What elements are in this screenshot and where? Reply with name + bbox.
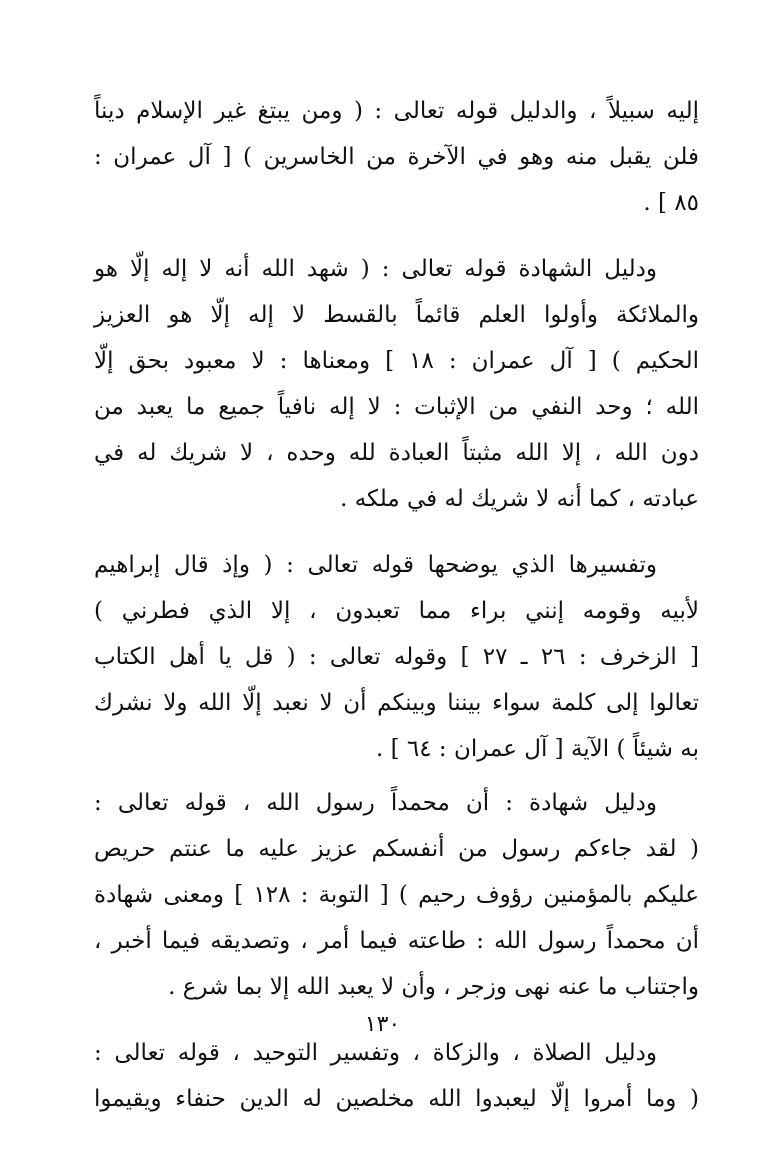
paragraph-shahada-evidence: [94, 246, 699, 522]
text-line: تعالوا إلى كلمة سواء بيننا وبينكم أن لا نعبد إلّا الله ولا نشرك: [94, 690, 699, 716]
text-line: دون الله ، إلا الله مثبتاً العبادة لله وحده ، لا شريك له في: [94, 440, 699, 466]
text-line: فلن يقبل منه وهو في الآخرة من الخاسرين ) [ آل عمران :: [94, 144, 699, 170]
text-line: إليه سبيلاً ، والدليل قوله تعالى : ( ومن يبتغ غير الإسلام ديناً: [94, 98, 699, 124]
page-number: ١٣٠: [364, 1012, 401, 1037]
text-line: عبادته ، كما أنه لا شريك له في ملكه .: [340, 486, 699, 512]
text-line: الله ؛ وحد النفي من الإثبات : لا إله نافياً جميع ما يعبد من: [94, 394, 699, 420]
text-line: [ الزخرف : ٢٦ ـ ٢٧ ] وقوله تعالى : ( قل يا أهل الكتاب: [94, 644, 699, 670]
paragraph-salah-zakah: [94, 1030, 699, 1122]
text-line: ودليل الشهادة قوله تعالى : ( شهد الله أنه لا إله إلّا هو: [94, 256, 657, 282]
text-line: ودليل شهادة : أن محمداً رسول الله ، قوله تعالى :: [94, 790, 657, 816]
text-line: والملائكة وأولوا العلم قائماً بالقسط لا إله إلّا هو العزيز: [94, 302, 699, 328]
text-line: لأبيه وقومه إنني براء مما تعبدون ، إلا الذي فطرني ): [94, 598, 699, 624]
paragraph-muhammad-shahada: [94, 780, 699, 1010]
paragraph-gap: [94, 522, 699, 542]
text-line: ( وما أمروا إلّا ليعبدوا الله مخلصين له الدين حنفاء ويقيموا: [94, 1086, 699, 1112]
page-body: [94, 88, 699, 1122]
text-line: أن محمداً رسول الله : طاعته فيما أمر ، وتصديقه فيما أخبر ،: [94, 928, 699, 954]
paragraph-islam-verse: [94, 88, 699, 226]
text-line: عليكم بالمؤمنين رؤوف رحيم ) [ التوبة : ١٢٨ ] ومعنى شهادة: [94, 882, 699, 908]
paragraph-gap: [94, 226, 699, 246]
text-line: ٨٥ ] .: [643, 190, 699, 216]
text-line: الحكيم ) [ آل عمران : ١٨ ] ومعناها : لا معبود بحق إلّا: [94, 348, 699, 374]
text-line: ودليل الصلاة ، والزكاة ، وتفسير التوحيد ، قوله تعالى :: [94, 1040, 657, 1066]
text-line: به شيئاً ) الآية [ آل عمران : ٦٤ ] .: [375, 736, 699, 762]
paragraph-gap: [94, 772, 699, 780]
text-line: واجتناب ما عنه نهى وزجر ، وأن لا يعبد الله إلا بما شرع .: [168, 974, 699, 1000]
text-line: ( لقد جاءكم رسول من أنفسكم عزيز عليه ما عنتم حريص: [94, 836, 699, 862]
paragraph-shahada-explanation: [94, 542, 699, 772]
text-line: وتفسيرها الذي يوضحها قوله تعالى : ( وإذ قال إبراهيم: [94, 552, 657, 578]
